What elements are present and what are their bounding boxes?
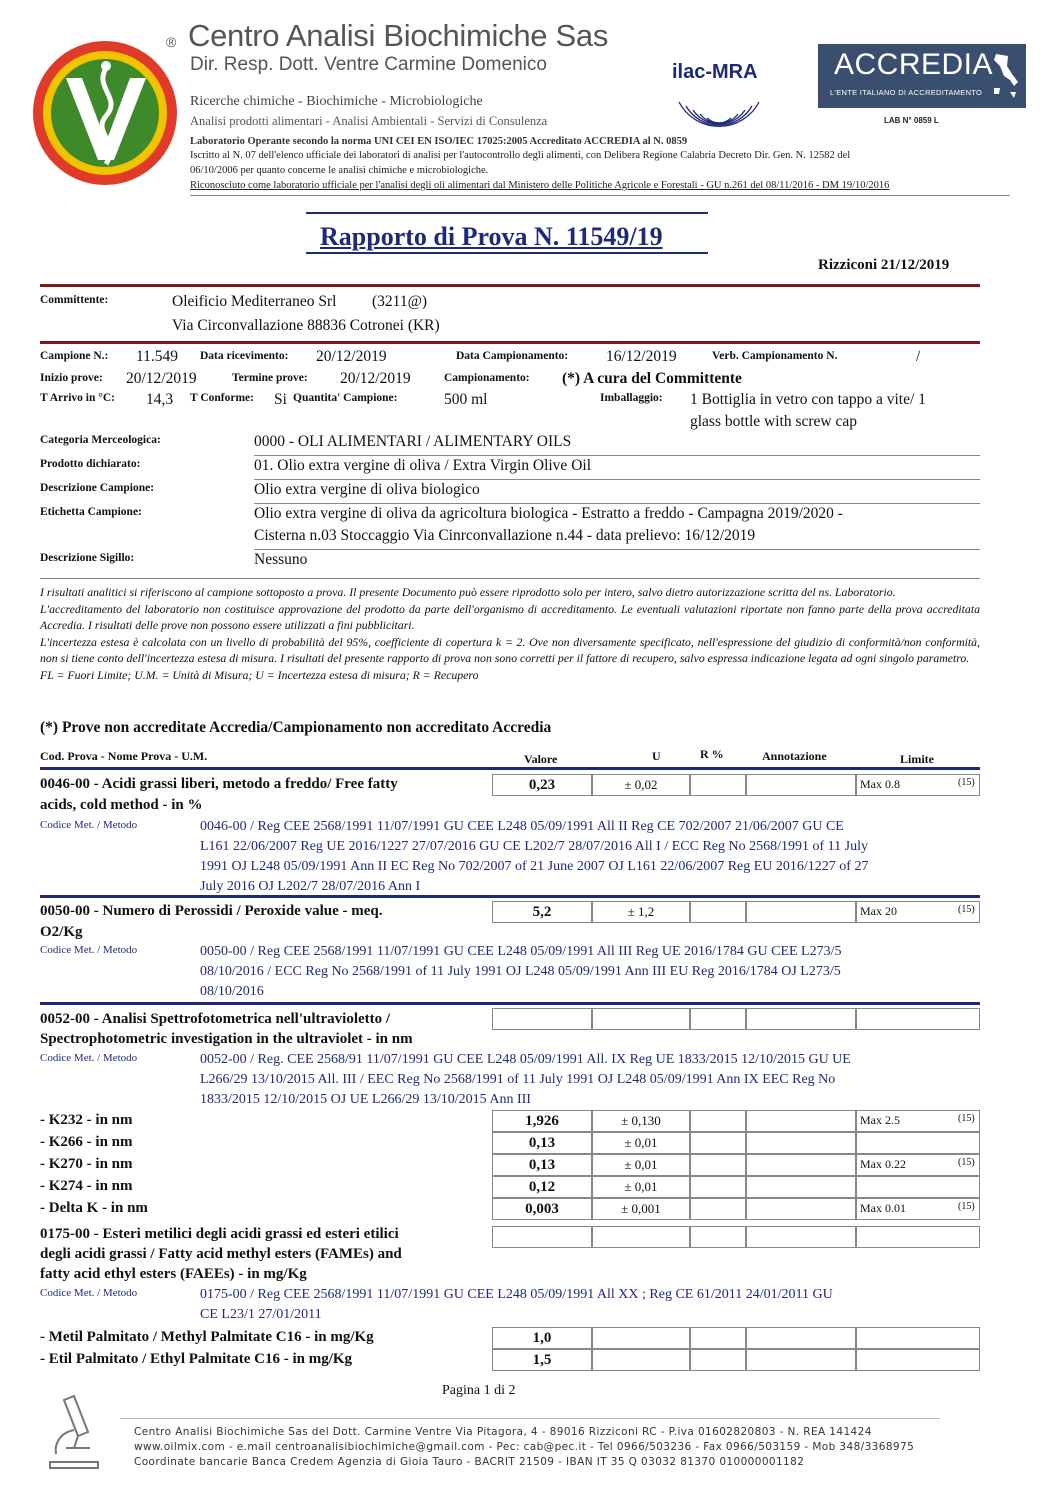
result-value: 0,23 [528, 777, 556, 793]
table-row [40, 1327, 980, 1349]
test-end-label: Termine prove: [232, 372, 308, 384]
parameter-name: - K266 - in nm [40, 1134, 133, 1150]
recovery-cell [690, 1110, 746, 1132]
annotation-cell [746, 1349, 856, 1371]
sample-number: 11.549 [136, 348, 179, 365]
uncertainty-cell [592, 1327, 690, 1349]
result-limit: Max 2.5 [860, 1113, 900, 1127]
limit-cell [856, 1176, 980, 1198]
annotation-cell [746, 901, 856, 923]
accredia-name: ACCREDIA [834, 48, 994, 81]
note-accreditation: L'accreditamento del laboratorio non costituisce approvazione del prodotto da parte dell'organismo di accreditamento. Le eventuali valutazioni riportate non fanno parte della prova accreditata Accredia. I risultati delle prove non possono essere utilizzati a fini pubblicitari. [40, 601, 980, 632]
sampling-report: / [916, 348, 921, 365]
category-label: Categoria Merceologica: [40, 434, 161, 446]
parameter-name: - K270 - in nm [40, 1156, 133, 1172]
client-name: Oleificio Mediterraneo Srl [172, 293, 337, 310]
table-header-rule [40, 767, 980, 770]
footer-contacts: www.oilmix.com - e.mail centroanalisibiochimiche@gmail.com - Pec: cab@pec.it - Tel 0966/503236 - Fax 0966/503159 - Mob 348/3368975 [134, 1441, 915, 1453]
ilac-text: ilac-MRA [672, 61, 758, 83]
value-cell [492, 1008, 592, 1030]
sampling-by: (*) A cura del Committente [562, 370, 742, 387]
header-rule [190, 195, 1010, 196]
lab-logo [30, 38, 180, 188]
services-line: Ricerche chimiche - Biochimiche - Microbiologiche [190, 94, 483, 109]
test-separator [40, 1002, 980, 1005]
client-code: (3211@) [372, 293, 428, 310]
company-name: Centro Analisi Biochimiche Sas [188, 18, 609, 53]
test-end: 20/12/2019 [340, 370, 411, 387]
client-rule-top [40, 284, 980, 287]
result-value: 0,12 [528, 1179, 556, 1195]
value-cell [492, 1226, 592, 1248]
result-uncertainty: ± 0,01 [624, 1157, 658, 1172]
test-name-line: 0046-00 - Acidi grassi liberi, metodo a freddo/ Free fatty [40, 776, 398, 792]
note-uncertainty: L'incertezza estesa è calcolata con un livello di probabilità del 95%, coefficiente di copertura k = 2. Ove non diversamente specificato, nell'espressione del giudizio di conformità/non conformità, non si tiene conto dell'incertezza estesa di misura. I risultati del presente rapporto di prova non sono corretti per il fattore di recupero, salvo espressa indicazione legata ad ogni singolo parametro. [40, 634, 980, 665]
table-row [40, 1198, 980, 1220]
client-address: Via Circonvallazione 88836 Cotronei (KR) [172, 317, 440, 334]
recovery-cell [690, 774, 746, 796]
method-label: Codice Met. / Metodo [40, 1052, 138, 1064]
sampling-date: 16/12/2019 [606, 348, 677, 365]
parameter-name: - Delta K - in nm [40, 1200, 148, 1216]
title-rule-top [306, 212, 708, 214]
quantity-label: Quantita' Campione: [293, 392, 398, 404]
result-uncertainty: ± 0,01 [624, 1135, 658, 1150]
col-limit: Limite [900, 752, 934, 766]
col-annotation: Annotazione [762, 749, 827, 763]
recovery-cell [690, 1327, 746, 1349]
accredia-logo [818, 44, 1026, 108]
method-reference [200, 1050, 970, 1110]
annotation-cell [746, 1327, 856, 1349]
disclaimer-notes [40, 584, 980, 683]
ilac-mra-logo [664, 44, 774, 144]
limit-cell [856, 1132, 980, 1154]
sample-description-label: Descrizione Campione: [40, 482, 155, 494]
title-rule-bottom [306, 252, 708, 254]
limit-cell [856, 1327, 980, 1349]
test-name-line: degli acidi grassi / Fatty acid methyl esters (FAMEs) and [40, 1246, 402, 1262]
notes-rule [40, 578, 980, 579]
accredia-subtitle: L'ENTE ITALIANO DI ACCREDITAMENTO [830, 88, 983, 97]
result-value: 0,13 [528, 1157, 556, 1173]
method-line: L266/29 13/10/2015 All. III / EEC Reg No 2568/1991 of 11 July 1991 OJ L248 05/09/1991 Ann IX EEC Reg No [200, 1072, 836, 1087]
arrival-temp: 14,3 [146, 391, 174, 408]
annotation-cell [746, 1176, 856, 1198]
method-line: 0175-00 / Reg CEE 2568/1991 11/07/1991 GU CEE L248 05/09/1991 All XX ; Reg CE 61/2011 24/01/2011 GU [200, 1287, 833, 1302]
temp-compliant-label: T Conforme: [190, 392, 254, 404]
limit-reference: (15) [958, 1113, 975, 1124]
detail-rule [254, 455, 980, 456]
note-reproduction: I risultati analitici si riferiscono al campione sottoposto a prova. Il presente Documento può essere riprodotto solo per intero, salvo dietro autorizzazione scritta del ns. Laboratorio. [40, 585, 896, 599]
sampling-report-label: Verb. Campionamento N. [712, 350, 838, 362]
packaging-line-1: 1 Bottiglia in vetro con tappo a vite/ 1 [690, 391, 926, 408]
microscope-icon [44, 1392, 104, 1470]
registration-line-3: Riconosciuto come laboratorio ufficiale per l'analisi degli oli alimentari dal Ministero delle Politiche Agricole e Forestali - GU n.261 del 08/11/2016 - DM 19/10/2016 [190, 180, 890, 191]
category-value: 0000 - OLI ALIMENTARI / ALIMENTARY OILS [254, 433, 572, 450]
uncertainty-cell [592, 1349, 690, 1371]
detail-rule [254, 479, 980, 480]
method-reference [200, 942, 970, 1002]
test-name-line: 0052-00 - Analisi Spettrofotometrica nell'ultravioletto / [40, 1011, 391, 1027]
annotation-cell [746, 1008, 856, 1030]
report-title: Rapporto di Prova N. 11549/19 [320, 222, 663, 251]
method-line: 08/10/2016 [200, 984, 264, 999]
method-line: 08/10/2016 / ECC Reg No 2568/1991 of 11 July 1991 OJ L248 05/09/1991 Ann III EU Reg 2016/1784 OJ L273/5 [200, 964, 841, 979]
quantity: 500 ml [444, 391, 488, 408]
method-line: CE L23/1 27/01/2011 [200, 1307, 322, 1322]
uncertainty-cell [592, 1008, 690, 1030]
analysis-line: Analisi prodotti alimentari - Analisi Ambientali - Servizi di Consulenza [190, 114, 548, 128]
test-name-line: 0050-00 - Numero di Perossidi / Peroxide value - meq. [40, 903, 383, 919]
parameter-name: - Etil Palmitato / Ethyl Palmitate C16 - in mg/Kg [40, 1351, 353, 1367]
received-date-label: Data ricevimento: [200, 350, 289, 362]
packaging-line-2: glass bottle with screw cap [690, 413, 858, 430]
result-value: 0,13 [528, 1135, 556, 1151]
result-limit: Max 0.01 [860, 1201, 906, 1215]
accreditation-line: Laboratorio Operante secondo la norma UNI CEI EN ISO/IEC 17025:2005 Accreditato ACCREDIA al N. 0859 [190, 136, 688, 147]
received-date: 20/12/2019 [316, 348, 387, 365]
table-row [40, 1349, 980, 1371]
method-line: July 2016 OJ L202/7 28/07/2016 Ann I [200, 879, 421, 894]
method-line: 1833/2015 12/10/2015 OJ UE L266/29 13/10/2015 Ann III [200, 1092, 531, 1107]
result-uncertainty: ± 0,130 [621, 1113, 661, 1128]
col-test-name: Cod. Prova - Nome Prova - U.M. [40, 749, 208, 763]
temp-compliant: Si [274, 391, 287, 408]
detail-rule [254, 549, 980, 550]
result-uncertainty: ± 0,02 [624, 777, 658, 792]
result-value: 0,003 [525, 1201, 559, 1217]
annotation-cell [746, 1198, 856, 1220]
result-value: 1,926 [525, 1113, 559, 1129]
annotation-cell [746, 774, 856, 796]
test-name-line: acids, cold method - in % [40, 797, 203, 813]
director-name: Dir. Resp. Dott. Ventre Carmine Domenico [190, 54, 547, 75]
footer-rule [120, 1418, 940, 1419]
limit-cell [856, 1226, 980, 1248]
table-row [40, 1132, 980, 1154]
footer-bank: Coordinate bancarie Banca Credem Agenzia di Gioia Tauro - BACRIT 21509 - IBAN IT 35 Q 03032 81370 010000001182 [134, 1456, 805, 1468]
registration-line-1: Iscritto al N. 07 dell'elenco ufficiale dei laboratori di analisi per l'autocontrollo degli alimenti, con Delibera Regione Calabria Decreto Dir. Gen. N. 12582 del [190, 150, 851, 161]
seal-description-value: Nessuno [254, 551, 308, 568]
method-reference [200, 817, 970, 897]
parameter-name: - K274 - in nm [40, 1178, 133, 1194]
test-name-line: 0175-00 - Esteri metilici degli acidi grassi ed esteri etilici [40, 1226, 399, 1242]
annotation-cell [746, 1132, 856, 1154]
recovery-cell [690, 1154, 746, 1176]
annotation-cell [746, 1110, 856, 1132]
limit-reference: (15) [958, 904, 975, 915]
test-start-label: Inizio prove: [40, 372, 103, 384]
uncertainty-cell [592, 1226, 690, 1248]
table-row [40, 1176, 980, 1198]
result-uncertainty: ± 0,001 [621, 1201, 661, 1216]
method-line: 0050-00 / Reg CEE 2568/1991 11/07/1991 GU CEE L248 05/09/1991 All III Reg UE 2016/1784 GU CEE L273/5 [200, 944, 842, 959]
result-value: 1,5 [532, 1352, 552, 1368]
italy-map-icon [990, 52, 1020, 100]
test-name-line: fatty acid ethyl esters (FAEEs) - in mg/Kg [40, 1266, 307, 1282]
declared-product-label: Prodotto dichiarato: [40, 458, 141, 470]
result-limit: Max 0.8 [860, 777, 900, 791]
detail-rule [254, 503, 980, 504]
recovery-cell [690, 1198, 746, 1220]
method-line: L161 22/06/2007 Reg UE 2016/1227 27/07/2016 GU CE L202/7 28/07/2016 All I / ECC Reg No 2568/1991 of 11 July [200, 839, 868, 854]
non-accredited-note: (*) Prove non accreditate Accredia/Campionamento non accreditato Accredia [40, 719, 552, 736]
method-line: 0052-00 / Reg. CEE 2568/91 11/07/1991 GU CEE L248 05/09/1991 All. IX Reg UE 1833/2015 12/10/2015 GU UE [200, 1052, 851, 1067]
seal-description-label: Descrizione Sigillo: [40, 552, 135, 564]
declared-product-value: 01. Olio extra vergine di oliva / Extra Virgin Olive Oil [254, 457, 591, 474]
col-recovery: R % [700, 747, 724, 761]
method-line: 0046-00 / Reg CEE 2568/1991 11/07/1991 GU CEE L248 05/09/1991 All II Reg CE 702/2007 21/06/2007 GU CE [200, 819, 844, 834]
sample-label-value-1: Olio extra vergine di oliva da agricoltura biologica - Estratto a freddo - Campagna 2019/2020 - [254, 505, 843, 522]
recovery-cell [690, 1008, 746, 1030]
report-place-date: Rizziconi 21/12/2019 [818, 257, 950, 273]
recovery-cell [690, 1132, 746, 1154]
arrival-temp-label: T Arrivo in °C: [40, 392, 115, 404]
recovery-cell [690, 1226, 746, 1248]
footer-company: Centro Analisi Biochimiche Sas del Dott. Carmine Ventre Via Pitagora, 4 - 89016 Rizziconi RC - P.iva 01602820803 - N. REA 141424 [134, 1426, 872, 1438]
limit-cell [856, 1349, 980, 1371]
result-uncertainty: ± 0,01 [624, 1179, 658, 1194]
parameter-name: - K232 - in nm [40, 1112, 133, 1128]
limit-reference: (15) [958, 1157, 975, 1168]
note-legend: FL = Fuori Limite; U.M. = Unità di Misura; U = Incertezza estesa di misura; R = Recupero [40, 667, 479, 682]
method-reference [200, 1285, 970, 1325]
test-name-line: Spectrophotometric investigation in the ultraviolet - in nm [40, 1031, 413, 1047]
result-value: 1,0 [532, 1330, 552, 1346]
table-row [40, 1154, 980, 1176]
result-limit: Max 0.22 [860, 1157, 906, 1171]
annotation-cell [746, 1154, 856, 1176]
table-row [40, 1110, 980, 1132]
parameter-name: - Metil Palmitato / Methyl Palmitate C16 - in mg/Kg [40, 1329, 374, 1345]
col-uncertainty: U [652, 749, 661, 763]
recovery-cell [690, 1176, 746, 1198]
method-label: Codice Met. / Metodo [40, 1287, 138, 1299]
test-name-line: O2/Kg [40, 924, 83, 940]
packaging-label: Imballaggio: [600, 392, 663, 404]
result-uncertainty: ± 1,2 [627, 904, 655, 919]
sample-label-value-2: Cisterna n.03 Stoccaggio Via Cinrconvallazione n.44 - data prelievo: 16/12/2019 [254, 527, 756, 544]
sample-description-value: Olio extra vergine di oliva biologico [254, 481, 480, 498]
test-start: 20/12/2019 [126, 370, 197, 387]
registration-line-2: 06/10/2006 per quanto concerne le analisi chimiche e microbiologiche. [190, 165, 489, 176]
method-label: Codice Met. / Metodo [40, 819, 138, 831]
sampling-label: Campionamento: [444, 372, 530, 384]
method-label: Codice Met. / Metodo [40, 944, 138, 956]
limit-cell [856, 1008, 980, 1030]
method-line: 1991 OJ L248 05/09/1991 Ann II EC Reg No 702/2007 of 21 June 2007 OJ L161 22/06/2007 Reg EU 2016/1227 of 27 [200, 859, 869, 874]
limit-reference: (15) [958, 777, 975, 788]
sample-number-label: Campione N.: [40, 350, 109, 362]
client-label: Committente: [40, 294, 109, 306]
test-separator [40, 895, 980, 898]
sample-label-label: Etichetta Campione: [40, 506, 142, 518]
client-rule-bottom [40, 341, 980, 344]
limit-reference: (15) [958, 1201, 975, 1212]
page-number: Pagina 1 di 2 [442, 1383, 516, 1398]
registered-mark: ® [166, 34, 177, 50]
result-value: 5,2 [532, 904, 552, 920]
recovery-cell [690, 1349, 746, 1371]
col-value: Valore [524, 752, 558, 766]
sampling-date-label: Data Campionamento: [456, 350, 569, 362]
result-limit: Max 20 [860, 904, 897, 918]
recovery-cell [690, 901, 746, 923]
annotation-cell [746, 1226, 856, 1248]
lab-number: LAB N° 0859 L [884, 116, 939, 125]
